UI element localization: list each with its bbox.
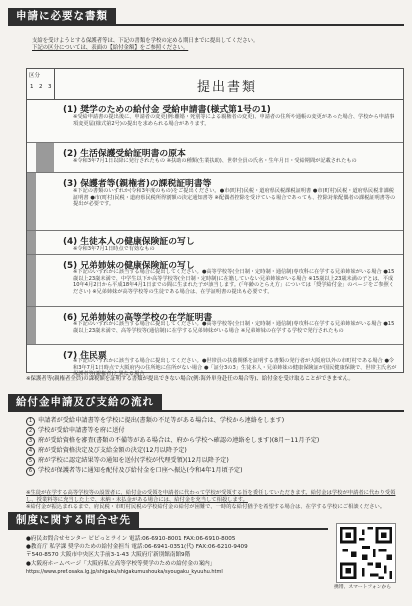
row-shade	[27, 255, 36, 306]
contact-fax: FAX:06-6210-9409	[195, 544, 248, 551]
contact-address: 〒540-8570 大阪市中央区大手前3-1-43 大阪府庁新別館南館9階	[26, 552, 191, 559]
step-text: 申請者が受給申請書等を学校に提出(書類の不足等がある場合は、学校から連絡をします)	[38, 417, 285, 424]
row-note: ※下記のいずれかに該当する場合に提出してください。●高等学校等(全日制・定時制・通信制)専攻科に在学する兄弟姉妹がいる場合 ●15歳以上23歳未満で、高等学校等(通信制)に在学する兄弟姉妹がいる場合 ※兄弟姉妹の在学する学校で発行されたもの	[73, 321, 395, 334]
contact-homepage: ●大阪府ホームページ「大阪府私立高等学校等奨学のための給付金の案内」	[26, 560, 216, 567]
row-marks	[27, 99, 54, 142]
table-footnote: ※保護者等(親権者全員)の課税額を証明する書類が提出できない場合(例:海外単身赴任の場合等)、給付金を受け取ることができません。	[26, 376, 354, 382]
table-row	[27, 307, 403, 345]
warning-deferral: ※給付金が振込まれるまで、府民税・市町村民税の学校給付金の給付が困難で、一時的な給付猶予を希望する場合は、在学する学校にご相談ください。	[26, 504, 386, 510]
table-row	[27, 255, 403, 307]
row-title: (4) 生徒本人の健康保険証の写し	[63, 237, 195, 247]
intro-line-1: 支給を受けようとする保護者等は、下記の書類を学校の定める期日までに提出してください。	[32, 38, 259, 44]
table-row	[27, 99, 403, 143]
flow-step	[26, 416, 406, 426]
row-note: ※令和3年7月1日時点で有効なもの	[73, 246, 155, 252]
flow-step	[26, 446, 406, 456]
step-text: 府が受給資格決定及び支給金額の決定(12月以降予定)	[38, 447, 187, 454]
row-title: (3) 保護者等(親権者)の課税証明書等	[63, 179, 212, 189]
table-heading: 提出書類	[197, 80, 258, 95]
row-note: ※下記のいずれかに該当する場合に提出してください。●高等学校等(全日制・定時制・通信制)専攻科に在学する兄弟姉妹がいる場合 ●15歳以上23歳未満で、中学生以下か高等学校等(全日制・定時制)に在籍していない兄弟姉妹がいる場合 ※15歳以上23歳未満の子とは、平成10年4月2日から平成18年4月1日までの間に生まれた子が該当します。(「年齢のとらえ方」については「奨学給付金」のページをご参照ください) ※兄弟姉妹が高等学校等の生徒である場合は、在学証明書の提出も必要です。	[73, 269, 395, 295]
row-note: ※下記のいずれかに該当する場合に提出してください。●世帯員の扶養関係を証明する書類の発行者が大阪府以外の市町村である場合 ●令和3年7月1日時点で大阪府内の住所地に住所がない場合 ●「証分3の3」生徒本人・兄弟姉妹の健康保険証が国民健康保険で、世帯主氏名が保護者等(親権者)と異なる場合	[73, 358, 397, 378]
kubun-num-1: 1	[30, 84, 34, 90]
step-number: 5	[26, 457, 35, 466]
section-rule	[8, 24, 404, 26]
intro-line-2: 下記の区分については、表面の【給付金額】をご参照ください。	[32, 45, 189, 51]
step-number: 6	[26, 467, 35, 476]
kubun-num-3: 3	[48, 84, 52, 90]
step-number: 4	[26, 447, 35, 456]
row-marks	[27, 255, 54, 306]
row-title: (6) 兄弟姉妹の高等学校の在学証明書	[63, 313, 213, 323]
row-marks	[27, 173, 54, 230]
row-note: ※下記の書類のいずれか(令和3年度のもの)をご提出ください。●市(町村)民税・道府県民税課税証明書 ●市(町村)民税・道府県民税非課税証明書 ●市(町村)民税・道府県民税所得割額の決定通知書等 ※配偶者控除を受けている場合であっても、控除対象配偶者の課税証明書等の提出が必要です。	[73, 188, 396, 208]
step-number: 1	[26, 417, 35, 426]
step-text: 府が学校に認定結果等の通知を送付(学校が代理受領)(12月以降予定)	[38, 457, 229, 464]
row-shade	[45, 143, 54, 172]
step-text: 学校が保護者等に通知を配付及び給付金を口座へ振込(令和4年1月頃予定)	[38, 467, 243, 474]
table-row	[27, 345, 403, 378]
section-rule	[8, 410, 404, 412]
row-shade	[27, 307, 36, 344]
contact-item	[26, 551, 326, 559]
row-note: ※受給申請書の提出後に、申請者の変更(例:離婚・死別等による親権者の変更)、申請者の住所や通帳の変更があった場合、学校から申請事項変更届(様式第2号)の提出を求められる場合があります。	[73, 114, 395, 127]
section-heading-contact: 制度に関する問合せ先	[8, 512, 139, 528]
contact-org: ●教育庁 私学課 奨学のための給付金担当	[26, 544, 130, 551]
row-shade	[27, 173, 36, 230]
row-shade	[36, 143, 45, 172]
row-note: ※令和3年7月1日以降に発行されたもの ※扶助の種類(生業扶助)、世帯全員の氏名・生年月日・受給期間が記載されたもの	[73, 158, 357, 164]
section-heading-flow: 給付金申請及び支給の流れ	[8, 394, 162, 410]
step-number: 3	[26, 437, 35, 446]
row-marks	[27, 307, 54, 344]
homepage-url[interactable]: https://www.pref.osaka.lg.jp/shigaku/shigakumushouka/syougaku_kyuuhu.html	[26, 568, 223, 575]
row-title: (7) 住民票	[63, 351, 107, 361]
row-title: (1) 奨学のための給付金 受給申請書(様式第1号の1)	[63, 105, 271, 115]
step-text: 府が受給資格を審査(書類の不備等がある場合は、府から学校へ確認の連絡をします)(8月〜11月予定)	[38, 437, 320, 444]
flow-step	[26, 466, 406, 476]
kubun-num-2: 2	[39, 84, 43, 90]
contact-list	[26, 535, 326, 576]
warning-proxy-receipt: ※生徒が在学する高等学校等の設置者に、給付金の受領を申請者に代わって学校が受領する旨を委任していただきます。給付金は学校が申請者に代わり受領し、授業料等に充当した上で、未納・未払金がある場合には、給付金を充当して相殺します。	[26, 490, 396, 503]
flow-step	[26, 456, 406, 466]
kubun-header	[27, 69, 55, 99]
table-header	[27, 69, 403, 100]
flow-step	[26, 436, 406, 446]
flow-steps	[26, 416, 406, 476]
row-marks	[27, 345, 54, 373]
kubun-label: 区分	[29, 73, 41, 79]
contact-item	[26, 560, 326, 568]
section-rule	[8, 528, 328, 530]
qr-caption: 携帯、スマートフォンから	[334, 585, 392, 590]
row-shade	[27, 231, 36, 254]
qr-code	[336, 523, 396, 583]
documents-table	[26, 68, 404, 378]
contact-item	[26, 535, 326, 543]
contact-item	[26, 543, 326, 551]
contact-tel: 電話:06-6941-0351(代)	[131, 544, 194, 551]
contact-org: ●府民お問合せセンター ピピっとライン	[26, 536, 128, 542]
flow-step	[26, 426, 406, 436]
row-marks	[27, 143, 54, 172]
row-title: (5) 兄弟姉妹の健康保険証の写し	[63, 261, 195, 271]
intro-text	[32, 38, 402, 52]
contact-fax: FAX:06-6910-8005	[183, 536, 236, 542]
row-marks	[27, 231, 54, 254]
step-number: 2	[26, 427, 35, 436]
table-row	[27, 231, 403, 255]
flow-warnings	[26, 490, 406, 511]
row-title: (2) 生活保護受給証明書の原本	[63, 149, 186, 159]
section-heading-apply: 申請に必要な書類	[8, 8, 116, 24]
table-row	[27, 143, 403, 173]
contact-tel: 電話:06-6910-8001	[129, 536, 182, 542]
table-row	[27, 173, 403, 231]
step-text: 学校が受給申請書等を府に送付	[38, 427, 125, 434]
